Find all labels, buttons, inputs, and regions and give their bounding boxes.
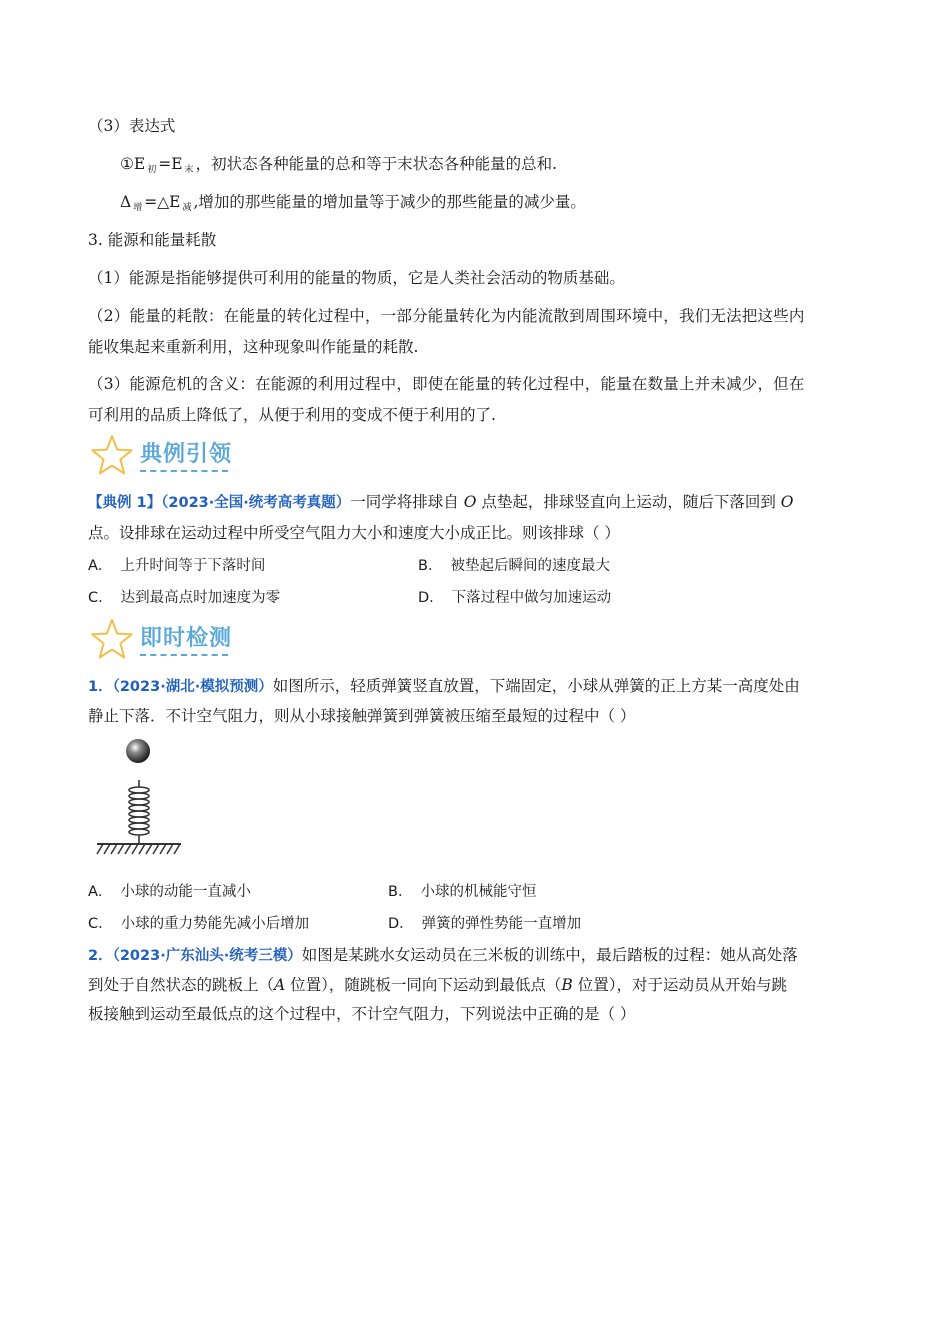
question-2-tag: 2．（2023·广东汕头·统考三模）	[88, 948, 302, 964]
formula-2-c: ,增加的那些能量的增加量等于减少的那些能量的减少量。	[193, 193, 586, 211]
example-section-title: 典例引领	[140, 442, 233, 467]
option-key: D．	[418, 590, 444, 606]
option-text: 小球的机械能守恒	[420, 884, 537, 900]
option-key: D．	[388, 916, 414, 932]
example-1-tag: 【典例 1】（2023·全国·统考高考真题）	[88, 495, 351, 511]
section-3-p3-line1: （3）能源危机的含义：在能源的利用过程中，即使在能量的转化过程中，能量在数量上并未减少，但在	[88, 375, 805, 393]
question-2-line2	[88, 975, 787, 995]
option-key: A．	[88, 884, 113, 900]
option-key: B．	[418, 558, 443, 574]
question-2-line1	[88, 945, 798, 966]
position-a-label: A	[274, 976, 286, 994]
option-text: 达到最高点时加速度为零	[120, 590, 281, 606]
question-1-option-c[interactable]	[88, 914, 309, 934]
formula-2-a: Δ	[120, 193, 132, 211]
question-1-tag: 1．（2023·湖北·模拟预测）	[88, 679, 273, 695]
example-1-text-a: 一同学将排球自	[350, 493, 464, 511]
formula-2-sub1: 增	[133, 203, 143, 213]
example-1-line2: 点。设排球在运动过程中所受空气阻力大小和速度大小成正比。则该排球（ ）	[88, 524, 620, 542]
example-1-option-b[interactable]	[418, 556, 610, 576]
section-3-p3-line2: 可利用的品质上降低了，从便于利用的变成不便于利用的了.	[88, 406, 496, 424]
formula-1-sub2: 末	[184, 165, 194, 175]
ball	[126, 739, 150, 763]
spring	[129, 780, 149, 843]
option-text: 被垫起后瞬间的速度最大	[450, 558, 610, 574]
section-3-p2-line1: （2）能量的耗散：在能量的转化过程中，一部分能量转化为内能流散到周围环境中，我们无法把这些内	[88, 307, 805, 325]
option-key: C．	[88, 916, 113, 932]
question-2-text-b: 位置），随跳板一同向下运动到最低点（	[285, 976, 562, 994]
question-1-option-d[interactable]	[388, 914, 581, 934]
question-1-line1	[88, 676, 800, 697]
example-1-option-a[interactable]	[88, 556, 265, 576]
ground	[97, 844, 181, 854]
example-1-option-c[interactable]	[88, 588, 280, 608]
formula-2-b: =△E	[144, 193, 181, 211]
point-o-label: O	[463, 493, 477, 511]
formula-2	[120, 192, 586, 215]
option-text: 上升时间等于下落时间	[120, 558, 266, 574]
formula-1-b: =E	[158, 155, 183, 173]
example-1-text-b: 点垫起，排球竖直向上运动，随后下落回到	[476, 493, 781, 511]
star-icon	[90, 618, 134, 660]
spring-ball-figure	[95, 735, 190, 869]
option-text: 小球的动能一直减小	[120, 884, 251, 900]
formula-1	[120, 154, 557, 177]
example-1-option-d[interactable]	[418, 588, 611, 608]
option-key: A．	[88, 558, 113, 574]
question-1-option-b[interactable]	[388, 882, 536, 902]
check-section-title: 即时检测	[140, 626, 233, 651]
section-3-p1: （1）能源是指能够提供可利用的能量的物质，它是人类社会活动的物质基础。	[88, 269, 625, 287]
section-3-title: 3. 能源和能量耗散	[88, 231, 217, 249]
question-2-text-a: 到处于自然状态的跳板上（	[88, 976, 275, 994]
option-key: C．	[88, 590, 113, 606]
option-text: 弹簧的弹性势能一直增加	[421, 916, 582, 932]
question-1-text: 如图所示，轻质弹簧竖直放置，下端固定，小球从弹簧的正上方某一高度处由	[272, 677, 800, 695]
question-2-text-c: 位置），对于运动员从开始与跳	[572, 976, 787, 994]
option-text: 下落过程中做匀加速运动	[451, 590, 612, 606]
formula-1-sub1: 初	[147, 165, 157, 175]
option-text: 小球的重力势能先减小后增加	[120, 916, 310, 932]
option-key: B．	[388, 884, 413, 900]
question-1-option-a[interactable]	[88, 882, 251, 902]
point-o-label-2: O	[780, 493, 794, 511]
formula-1-c: ，初状态各种能量的总和等于末状态各种能量的总和.	[195, 155, 557, 173]
position-b-label: B	[561, 976, 573, 994]
expr-heading: （3）表达式	[88, 117, 176, 135]
question-1-line2: 静止下落．不计空气阻力，则从小球接触弹簧到弹簧被压缩至最短的过程中（ ）	[88, 707, 636, 725]
example-1-line1	[88, 492, 794, 513]
question-2-text: 如图是某跳水女运动员在三米板的训练中，最后踏板的过程：她从高处落	[301, 946, 798, 964]
question-2-line3: 板接触到运动至最低点的这个过程中，不计空气阻力，下列说法中正确的是（ ）	[88, 1005, 636, 1023]
formula-2-sub2: 减	[182, 203, 192, 213]
example-section-underline	[140, 470, 228, 472]
check-section-underline	[140, 654, 228, 656]
star-icon	[90, 434, 134, 476]
formula-1-a: ①E	[120, 155, 146, 173]
section-3-p2-line2: 能收集起来重新利用，这种现象叫作能量的耗散.	[88, 338, 419, 356]
